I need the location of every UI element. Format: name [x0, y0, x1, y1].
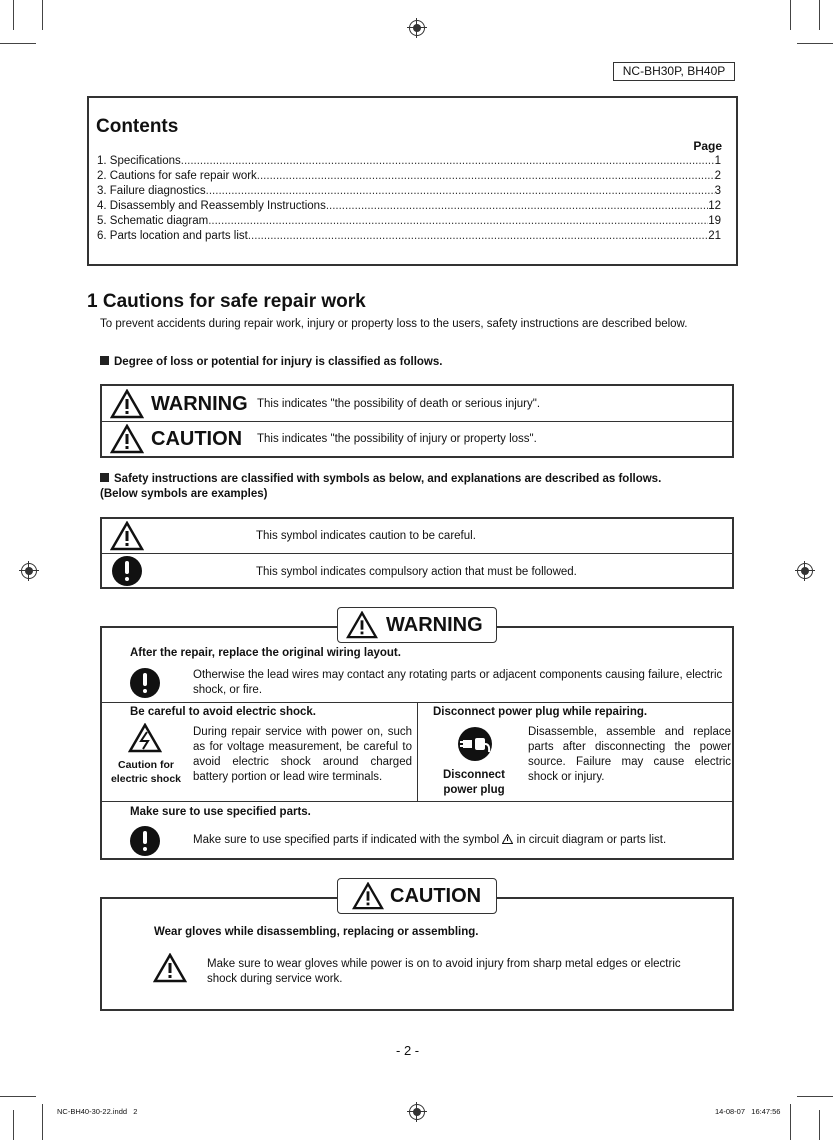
toc-item[interactable]	[97, 229, 721, 244]
crop-mark	[790, 0, 791, 30]
page-column-header: Page	[693, 139, 722, 153]
registration-mark-icon	[409, 1104, 425, 1120]
crop-mark	[13, 0, 14, 30]
toc-item-page: 2	[714, 170, 721, 182]
intro-text: To prevent accidents during repair work, injury or property loss to the users, safety instructions are described below.	[100, 318, 688, 330]
caution-triangle-icon	[352, 882, 384, 910]
toc-item[interactable]	[97, 154, 721, 169]
compulsory-action-icon	[130, 826, 160, 856]
divider	[102, 553, 732, 554]
toc-item[interactable]	[97, 199, 721, 214]
warning-label: WARNING	[386, 614, 483, 636]
file-name: NC-BH40-30-22.indd 2	[57, 1107, 138, 1116]
toc-item-page: 21	[708, 230, 721, 242]
symbols-heading-text: Safety instructions are classified with symbols as below, and explanations are described as follows.	[114, 473, 662, 485]
toc-leader	[248, 229, 708, 244]
divider	[417, 702, 418, 801]
crop-mark	[797, 1096, 833, 1097]
warning-word: WARNING	[151, 393, 248, 415]
divider	[102, 801, 732, 802]
disconnect-plug-label: Disconnect power plug	[443, 769, 505, 796]
item1-text: Otherwise the lead wires may contact any rotating parts or adjacent components causing failure, electric shock, or fire.	[193, 669, 723, 696]
warning-triangle-icon	[110, 389, 144, 419]
symbols-table	[100, 517, 734, 589]
crop-mark	[0, 43, 36, 44]
crop-mark	[797, 43, 833, 44]
item4-text	[193, 833, 666, 848]
compulsory-action-icon	[130, 668, 160, 698]
section-title: 1 Cautions for safe repair work	[87, 291, 366, 312]
electric-shock-icon	[128, 723, 162, 753]
caution-triangle-icon	[153, 953, 187, 983]
crop-mark	[819, 1110, 820, 1140]
disconnect-plug-icon	[457, 726, 493, 762]
symbols-subheading: (Below symbols are examples)	[100, 488, 268, 500]
contents-box	[87, 96, 738, 266]
caution-desc: This indicates "the possibility of injury or property loss".	[257, 433, 537, 445]
toc-item-page: 12	[708, 200, 721, 212]
symbols-heading	[100, 473, 661, 485]
crop-mark	[819, 0, 820, 30]
toc-leader	[206, 184, 715, 199]
degree-heading-text: Degree of loss or potential for injury is classified as follows.	[114, 356, 443, 368]
item3-text: Disassemble, assemble and replace parts after disconnecting the power source. Failure may cause electric shock or injury.	[528, 726, 731, 783]
toc-item-label: 5. Schematic diagram	[97, 215, 209, 227]
toc-item-label: 2. Cautions for safe repair work	[97, 170, 257, 182]
crop-mark	[0, 1096, 36, 1097]
toc-leader	[257, 169, 715, 184]
important-parts-icon	[502, 834, 513, 844]
electric-shock-label: Caution for electric shock	[110, 759, 182, 785]
toc-item-label: 6. Parts location and parts list	[97, 230, 248, 242]
warning-desc: This indicates "the possibility of death or serious injury".	[257, 398, 541, 410]
caution-block	[100, 897, 734, 1011]
item4-text-a: Make sure to use specified parts if indicated with the symbol	[193, 834, 500, 846]
item4-title: Make sure to use specified parts.	[130, 806, 311, 818]
crop-mark	[13, 1110, 14, 1140]
toc-item-page: 19	[708, 215, 721, 227]
toc-item-label: 1. Specifications	[97, 155, 181, 167]
warning-label-box	[337, 607, 497, 643]
toc-leader	[208, 214, 708, 229]
registration-mark-icon	[409, 20, 425, 36]
toc-item[interactable]	[97, 184, 721, 199]
registration-mark-icon	[797, 563, 813, 579]
toc-item-label: 4. Disassembly and Reassembly Instructions	[97, 200, 326, 212]
toc-item-page: 1	[714, 155, 721, 167]
degree-heading	[100, 356, 442, 368]
caution-word: CAUTION	[151, 428, 243, 450]
item3-title: Disconnect power plug while repairing.	[433, 706, 648, 718]
caution-item-text: Make sure to wear gloves while power is on to avoid injury from sharp metal edges or electric shock during service work.	[207, 958, 681, 985]
toc-item[interactable]	[97, 214, 721, 229]
item4-text-b: in circuit diagram or parts list.	[516, 834, 667, 846]
print-date: 14-08-07 16:47:56	[715, 1107, 781, 1116]
toc-leader	[181, 154, 715, 169]
model-label: NC-BH30P, BH40P	[613, 62, 735, 81]
caution-symbol-desc: This symbol indicates caution to be careful.	[256, 530, 476, 542]
caution-triangle-icon	[110, 424, 144, 454]
toc-item[interactable]	[97, 169, 721, 184]
toc-item-page: 3	[714, 185, 721, 197]
divider	[102, 421, 732, 422]
page-number: - 2 -	[396, 1043, 420, 1058]
toc-list	[97, 154, 721, 244]
caution-label-box	[337, 878, 497, 914]
bullet-square-icon	[100, 473, 109, 482]
registration-mark-icon	[21, 563, 37, 579]
item1-title: After the repair, replace the original wiring layout.	[130, 647, 401, 659]
crop-mark	[42, 0, 43, 30]
compulsory-action-icon	[112, 556, 142, 586]
caution-label: CAUTION	[390, 885, 482, 907]
compulsory-symbol-desc: This symbol indicates compulsory action that must be followed.	[256, 566, 577, 578]
toc-item-label: 3. Failure diagnostics	[97, 185, 206, 197]
bullet-square-icon	[100, 356, 109, 365]
levels-table	[100, 384, 734, 458]
toc-leader	[326, 199, 708, 214]
crop-mark	[42, 1104, 43, 1140]
caution-triangle-icon	[110, 521, 144, 551]
caution-item-title: Wear gloves while disassembling, replacing or assembling.	[154, 926, 479, 938]
warning-block	[100, 626, 734, 860]
warning-triangle-icon	[346, 611, 378, 639]
contents-title: Contents	[96, 116, 179, 137]
item2-title: Be careful to avoid electric shock.	[130, 706, 316, 718]
item2-text: During repair service with power on, such as for voltage measurement, be careful to avoid electric shock around charged battery portion or lead wire terminals.	[193, 726, 412, 783]
crop-mark	[790, 1104, 791, 1140]
